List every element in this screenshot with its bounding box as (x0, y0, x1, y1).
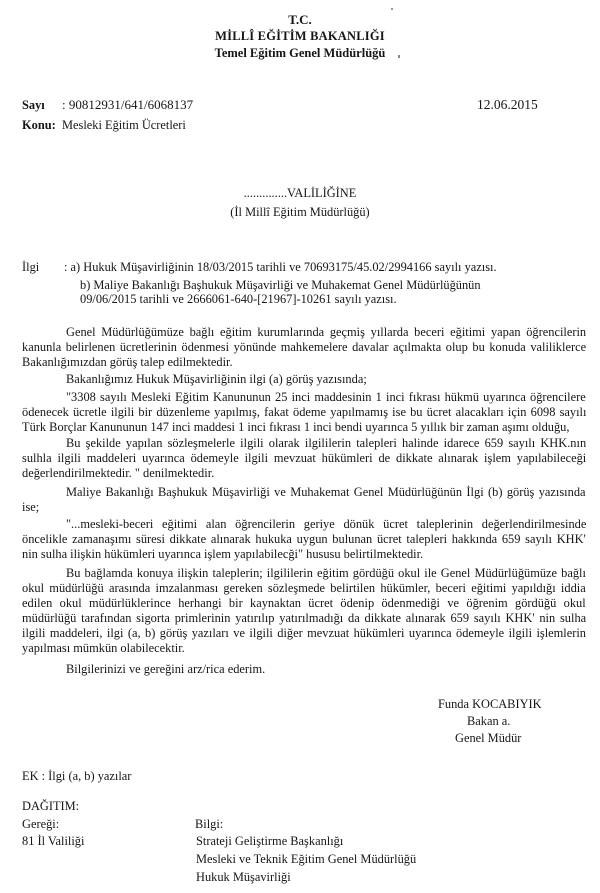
addressee-line2: (İl Millî Eğitim Müdürlüğü) (230, 205, 370, 219)
paragraph-2 (22, 372, 586, 387)
distribution-heading: DAĞITIM: (22, 799, 80, 813)
paragraph-line: ilgili maddeleri, ilgi (a, b) görüş yazıları ve ilgili diğer mevzuat hükümleri uyarınca ödemeyle ilgili işlemlerin (22, 625, 586, 640)
ilgi-b-line2: 09/06/2015 tarihli ve 2666061-640-[21967]-10261 sayılı yazısı. (80, 292, 397, 306)
document-date: 12.06.2015 (477, 97, 538, 112)
header-ministry: MİLLÎ EĞİTİM BAKANLIĞI (215, 29, 385, 43)
paragraph-line: ise; (22, 499, 40, 514)
paragraph-5 (22, 485, 586, 515)
paragraph-line: Maliye Bakanlığı Başhukuk Müşavirliği ve Muhakemat Genel Müdürlüğünün İlgi (b) görüş yazısında (66, 485, 586, 499)
scan-speck (391, 8, 393, 10)
paragraph-line: Bakanlığımız Hukuk Müşavirliğinin ilgi (a) görüş yazısında; (66, 372, 367, 386)
paragraph-line: "...mesleki-beceri eğitimi alan öğrencilerin geriye dönük ücret taleplerinin değerlendirilmesinde (66, 517, 587, 531)
paragraph-line: okul müdürlüğü arasında imzalanması gereken sözleşmede belirtilen hükümler, beceri eğitimi yapıldığı iddia (22, 580, 586, 595)
paragraph-line: kanunla belirlenen ücretlerinin ödenmesi yönünde mahkemelere davalar açılmakta olup bu konuda valiliklerce (22, 339, 587, 354)
header-directorate: Temel Eğitim Genel Müdürlüğü (214, 46, 386, 60)
paragraph-4 (22, 436, 586, 481)
ilgi-a: : a) Hukuk Müşavirliğinin 18/03/2015 tarihli ve 70693175/45.02/2994166 sayılı yazısı. (64, 260, 497, 274)
sayi-label: Sayı (22, 98, 45, 112)
bilgi-item: Mesleki ve Teknik Eğitim Genel Müdürlüğü (196, 852, 417, 866)
paragraph-line: öncelikle zamanaşımı süresi dikkate alınarak hukuka uygun bulunan ücret talepleri hakkında 659 sayılı KHK' (22, 531, 586, 546)
paragraph-8-closing (22, 662, 586, 677)
scan-speck (398, 55, 400, 58)
paragraph-1 (22, 325, 586, 370)
paragraph-line: değerlendirilmektedir. " denilmektedir. (22, 465, 215, 480)
header-country: T.C. (288, 12, 312, 27)
paragraph-line: Genel Müdürlüğümüze bağlı eğitim kurumlarında geçmiş yıllarda beceri eğitimi yapan öğrencilerin (66, 325, 587, 339)
bilgi-item: Hukuk Müşavirliği (196, 870, 291, 884)
ilgi-b-line1: b) Maliye Bakanlığı Başhukuk Müşavirliği ve Muhakemat Genel Müdürlüğünün (80, 278, 481, 292)
paragraph-line: nin sulha ilişkin hükümleri uyarınca işlem yapılabilecği" hususu belirtilmektedir. (22, 546, 424, 561)
sayi-value: : 90812931/641/6068137 (62, 97, 194, 112)
ilgi-label: İlgi (22, 260, 40, 274)
geregi-label: Gereği: (22, 817, 60, 831)
paragraph-line: Bilgilerinizi ve gereğini arz/rica ederim. (66, 662, 266, 676)
paragraph-line: "3308 sayılı Mesleki Eğitim Kanununun 25 inci maddesinin 1 inci fıkrası hükmü uyarınca öğrencilere (66, 390, 586, 404)
geregi-item: 81 İl Valiliği (22, 834, 85, 848)
paragraph-line: sulhla ilgili maddeleri uyarınca ödemeyle ilgili mevzuat hükümleri de dikkate alınarak işlem yapılabileceği (22, 450, 587, 465)
attachments: EK : İlgi (a, b) yazılar (22, 769, 132, 783)
paragraph-line: edilen okul müdürlüklerince herhangi bir kaynaktan ücret ödenip ödenmediği ve öğrenim gördüğü okul (22, 595, 586, 610)
addressee-line1: ..............VALİLİĞİNE (243, 186, 357, 200)
bilgi-label: Bilgi: (195, 817, 224, 831)
paragraph-line: Bu şekilde yapılan sözleşmelerle ilgili olarak ilgililerin talepleri halinde idarece 659 sayılı KHK.nın (66, 436, 587, 450)
paragraph-line: Bakanlığımızdan görüş talep edilmektedir. (22, 354, 233, 369)
paragraph-line: ödenecek ücretle ilgili bir düzenleme yapılmış, fakat ödeme yapılmamış ise bu ücret alacakları için 6098 sayılı (22, 404, 587, 419)
signatory-name: Funda KOCABIYIK (438, 697, 542, 711)
signatory-title-2: Genel Müdür (455, 731, 522, 745)
konu-label: Konu: (22, 118, 56, 132)
paragraph-6-quote (22, 517, 586, 562)
paragraph-line: Türk Borçlar Kanununun 147 inci maddesi 1 inci fıkrası 1 inci bendi uyarınca 5 yıllık bir zaman aşımı olduğu, (22, 419, 570, 434)
paragraph-3-quote (22, 390, 586, 435)
paragraph-7 (22, 566, 586, 655)
signatory-title-1: Bakan a. (467, 714, 511, 728)
paragraph-line: müdürlüğü tarafından sigorta primlerinin yatırılıp yatırılmadığı da dikkate alınarak 659 sayılı KHK' nin sulha (22, 610, 587, 625)
bilgi-item: Strateji Geliştirme Başkanlığı (196, 834, 344, 848)
konu-value: Mesleki Eğitim Ücretleri (62, 118, 186, 132)
paragraph-line: yapılması mümkün olabilecektir. (22, 640, 185, 655)
paragraph-line: Bu bağlamda konuya ilişkin taleplerin; ilgililerin eğitim gördüğü okul ile Genel Müdürlüğümüze bağlı (66, 566, 586, 580)
